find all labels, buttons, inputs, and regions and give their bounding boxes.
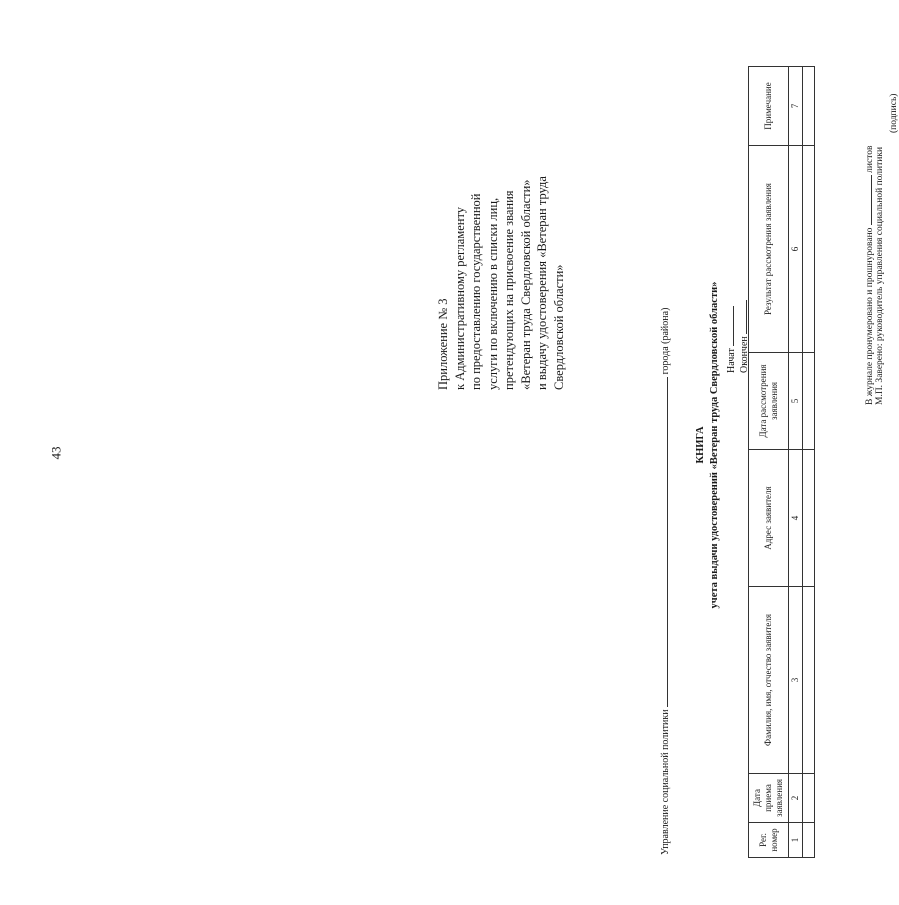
- empty-cell: [803, 823, 815, 858]
- book-subtitle: учета выдачи удостоверений «Ветеран труда Свердловской области»: [709, 281, 720, 609]
- appendix-line: Приложение № 3: [436, 298, 450, 390]
- header-cell: Фамилия, имя, отчество заявителя: [749, 587, 789, 774]
- appendix-line: Свердловской области»: [551, 264, 566, 390]
- empty-cell: [803, 146, 815, 353]
- header-cell: Рег. номер: [749, 823, 789, 858]
- rotated-content: [420, 5, 899, 885]
- empty-cell: [803, 450, 815, 587]
- number-cell: 3: [789, 587, 803, 774]
- number-cell: 7: [789, 67, 803, 146]
- footer-line1-prefix: В журнале пронумеровано и прошнуровано: [865, 227, 875, 405]
- footer-line3: (подпись): [889, 93, 899, 133]
- footer-blank: [862, 175, 872, 225]
- empty-cell: [803, 587, 815, 774]
- appendix-line: «Ветеран труда Свердловской области»: [518, 179, 533, 390]
- ended-blank: [737, 300, 747, 334]
- footer-line2: М.П. Заверено: руководитель управления социальной политики: [875, 146, 885, 405]
- started-label: Начат: [726, 348, 737, 373]
- appendix-line: по предоставлению государственной: [469, 193, 483, 390]
- table-empty-row: [803, 67, 815, 858]
- appendix-line: к Административному регламенту: [452, 206, 467, 390]
- appendix-block: [435, 176, 567, 390]
- book-title: КНИГА: [695, 426, 706, 464]
- footer-line1: [862, 146, 875, 405]
- header-cell: Адрес заявителя: [749, 450, 789, 587]
- empty-cell: [803, 67, 815, 146]
- number-cell: 2: [789, 774, 803, 823]
- department-suffix: города (района): [660, 307, 671, 375]
- empty-cell: [803, 353, 815, 450]
- register-table: [748, 66, 815, 858]
- header-cell: Дата приема заявления: [749, 774, 789, 823]
- appendix-line: и выдачу удостоверения «Ветеран труда: [535, 176, 549, 390]
- footer-line1-suffix: листов: [865, 145, 875, 173]
- ended-label: Окончен: [739, 336, 750, 373]
- started-blank: [724, 306, 734, 346]
- number-cell: 1: [789, 823, 803, 858]
- number-cell: 6: [789, 146, 803, 353]
- header-cell: Примечание: [749, 67, 789, 146]
- empty-cell: [803, 774, 815, 823]
- header-cell: Дата рассмотрения заявления: [749, 353, 789, 450]
- page-number: 43: [48, 446, 64, 460]
- header-cell: Результат рассмотрения заявления: [749, 146, 789, 353]
- table-number-row: [789, 67, 803, 858]
- table-header-row: [749, 67, 789, 858]
- appendix-line: услуги по включению в списки лиц,: [485, 197, 500, 390]
- number-cell: 5: [789, 353, 803, 450]
- department-line: [658, 308, 671, 855]
- started-line: [724, 306, 737, 373]
- department-blank: [658, 377, 668, 707]
- appendix-line: претендующих на присвоение звания: [502, 190, 516, 390]
- department-prefix: Управление социальной политики: [660, 709, 671, 855]
- number-cell: 4: [789, 450, 803, 587]
